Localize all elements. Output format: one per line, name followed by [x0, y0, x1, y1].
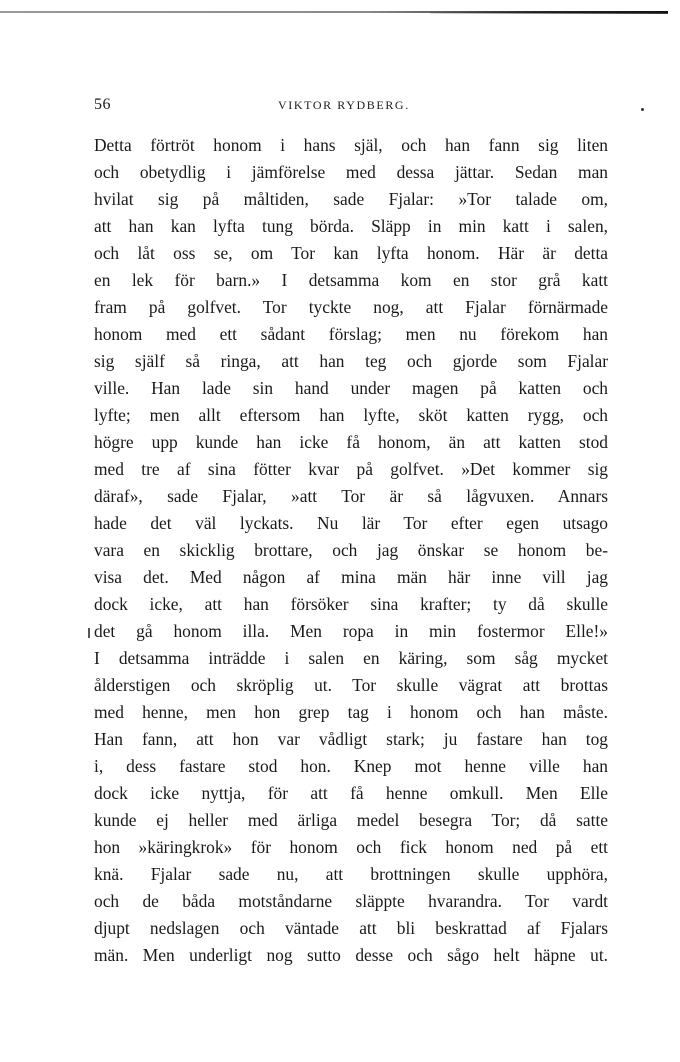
running-head: VIKTOR RYDBERG.	[278, 98, 410, 112]
text-line: dock icke nyttja, för att få henne omkull. Men Elle	[94, 783, 608, 803]
text-line: män. Men underligt nog sutto desse och sågo helt häpne ut.	[94, 945, 608, 965]
text-line: med henne, men hon grep tag i honom och han måste.	[94, 702, 608, 722]
text-line: det gå honom illa. Men ropa in min fostermor Elle!»	[94, 621, 608, 641]
text-line: och låt oss se, om Tor kan lyfta honom. Här är detta	[94, 243, 608, 263]
text-line: ville. Han lade sin hand under magen på katten och	[94, 378, 608, 398]
text-line: dock icke, att han försöker sina krafter; ty då skulle	[94, 594, 608, 614]
text-line: med tre af sina fötter kvar på golfvet. »Det kommer sig	[94, 459, 608, 479]
top-edge-rule-dark	[430, 12, 668, 14]
text-line: sig själf så ringa, att han teg och gjorde som Fjalar	[94, 351, 608, 371]
text-line: högre upp kunde han icke få honom, än att katten stod	[94, 432, 608, 452]
margin-mark	[88, 628, 90, 638]
text-line: honom med ett sådant förslag; men nu förekom han	[94, 324, 608, 344]
text-line: och obetydlig i jämförelse med dessa jättar. Sedan man	[94, 162, 608, 182]
text-line: Han fann, att hon var vådligt stark; ju fastare han tog	[94, 729, 608, 749]
text-line: kunde ej heller med ärliga medel besegra Tor; då satte	[94, 810, 608, 830]
text-line: I detsamma inträdde i salen en käring, som såg mycket	[94, 648, 608, 668]
text-line: att han kan lyfta tung börda. Släpp in min katt i salen,	[94, 216, 608, 236]
text-line: däraf», sade Fjalar, »att Tor är så lågvuxen. Annars	[94, 486, 608, 506]
body-text	[94, 132, 608, 969]
text-line: lyfte; men allt eftersom han lyfte, sköt katten rygg, och	[94, 405, 608, 425]
text-line: knä. Fjalar sade nu, att brottningen skulle upphöra,	[94, 864, 608, 884]
text-line: hvilat sig på måltiden, sade Fjalar: »Tor talade om,	[94, 189, 608, 209]
text-line: visa det. Med någon af mina män här inne vill jag	[94, 567, 608, 587]
page-number: 56	[94, 96, 111, 113]
text-line: fram på golfvet. Tor tyckte nog, att Fjalar förnärmade	[94, 297, 608, 317]
text-line: och de båda motståndarne släppte hvarandra. Tor vardt	[94, 891, 608, 911]
text-line: i, dess fastare stod hon. Knep mot henne ville han	[94, 756, 608, 776]
print-speck	[641, 108, 644, 111]
text-line: djupt nedslagen och väntade att bli beskrattad af Fjalars	[94, 918, 608, 938]
text-line: hade det väl lyckats. Nu lär Tor efter egen utsago	[94, 513, 608, 533]
text-line: en lek för barn.» I detsamma kom en stor grå katt	[94, 270, 608, 290]
text-line: hon »käringkrok» för honom och fick honom ned på ett	[94, 837, 608, 857]
text-line: Detta förtröt honom i hans själ, och han fann sig liten	[94, 135, 608, 155]
text-line: vara en skicklig brottare, och jag önskar se honom be-	[94, 540, 608, 560]
text-line: ålderstigen och skröplig ut. Tor skulle vägrat att brottas	[94, 675, 608, 695]
